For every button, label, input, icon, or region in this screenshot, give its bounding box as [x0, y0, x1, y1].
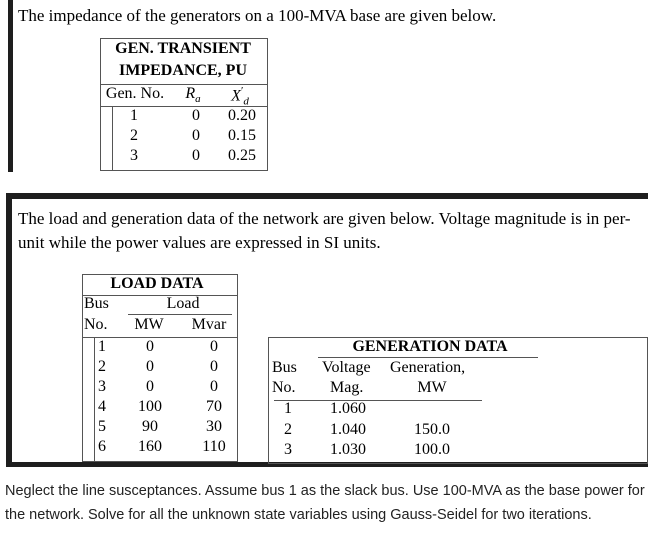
load-mvar: 0: [210, 378, 218, 395]
load-table-title: LOAD DATA: [110, 275, 204, 292]
left-bar-top: [8, 0, 13, 172]
gen-data-mw: 100.0: [414, 441, 450, 458]
gen-data-title-rule: [318, 357, 538, 358]
gen-xd: 0.15: [228, 127, 256, 144]
load-gen-paragraph: The load and generation data of the network are given below. Voltage magnitude is in per-unit while the power values are expressed in SI units.: [18, 209, 631, 252]
gen-no: 3: [130, 147, 138, 164]
gen-data-mw-label: MW: [417, 379, 447, 396]
load-mw: 0: [146, 378, 154, 395]
load-mw: 160: [138, 438, 162, 455]
load-bus: 6: [98, 438, 106, 455]
load-mw: 0: [146, 338, 154, 355]
gen-no: 1: [130, 107, 138, 124]
gen-data-mw: 150.0: [414, 421, 450, 438]
gen-data-mag: 1.040: [330, 421, 366, 438]
load-bus: 5: [98, 418, 106, 435]
gen-data-bus: 3: [284, 441, 292, 458]
load-mw: 0: [146, 358, 154, 375]
gen-ra: 0: [192, 127, 200, 144]
gen-no: 2: [130, 127, 138, 144]
gen-data-mag: 1.030: [330, 441, 366, 458]
load-mvar: 30: [206, 418, 222, 435]
gen-table-title-1: GEN. TRANSIENT: [115, 40, 251, 57]
intro-text: The impedance of the generators on a 100-MVA base are given below.: [18, 6, 497, 25]
load-mvar-label: Mvar: [191, 316, 227, 333]
xd-col-header: $X'_d$: [231, 85, 249, 108]
gen-data-title: GENERATION DATA: [352, 338, 508, 355]
problem-instructions: Neglect the line susceptances. Assume bus 1 as the slack bus. Use 100-MVA as the base power for the network. Solve for all the unknown state variables using Gauss-Seidel for two iterations.: [5, 483, 645, 523]
load-subheader-rule: [128, 314, 232, 315]
gen-col-header: Gen. No.: [105, 85, 165, 102]
load-mw-label: MW: [134, 316, 164, 333]
gen-xd: 0.25: [228, 147, 256, 164]
load-no-label: No.: [84, 316, 108, 333]
gen-data-voltage-label: Voltage: [322, 359, 371, 376]
load-load-label: Load: [166, 295, 200, 312]
gen-data-no-label: No.: [272, 379, 296, 396]
gen-data-bus: 2: [284, 421, 292, 438]
load-mw: 100: [138, 398, 162, 415]
gen-table-title-2: IMPEDANCE, PU: [119, 62, 247, 79]
ra-col-header: $R_a$: [185, 85, 201, 106]
load-bus: 3: [98, 378, 106, 395]
gen-data-bus-label: Bus: [272, 359, 297, 376]
gen-data-generation-label: Generation,: [390, 359, 466, 376]
load-mvar: 0: [210, 338, 218, 355]
gen-ra: 0: [192, 107, 200, 124]
gen-data-mag: 1.060: [330, 400, 366, 417]
gen-data-bus: 1: [284, 400, 292, 417]
load-bus: 2: [98, 358, 106, 375]
load-mw: 90: [142, 418, 158, 435]
top-rule-middle: [6, 193, 648, 199]
load-bus: 1: [98, 338, 106, 355]
load-mvar: 110: [202, 438, 226, 455]
gen-data-mag-label: Mag.: [330, 379, 364, 396]
gen-xd: 0.20: [228, 107, 256, 124]
load-mvar: 70: [206, 398, 222, 415]
load-bus-label: Bus: [84, 295, 109, 312]
load-mvar: 0: [210, 358, 218, 375]
left-bar-middle: [6, 193, 12, 466]
gen-table-col-rule: [112, 106, 113, 170]
gen-ra: 0: [192, 147, 200, 164]
load-bus: 4: [98, 398, 106, 415]
